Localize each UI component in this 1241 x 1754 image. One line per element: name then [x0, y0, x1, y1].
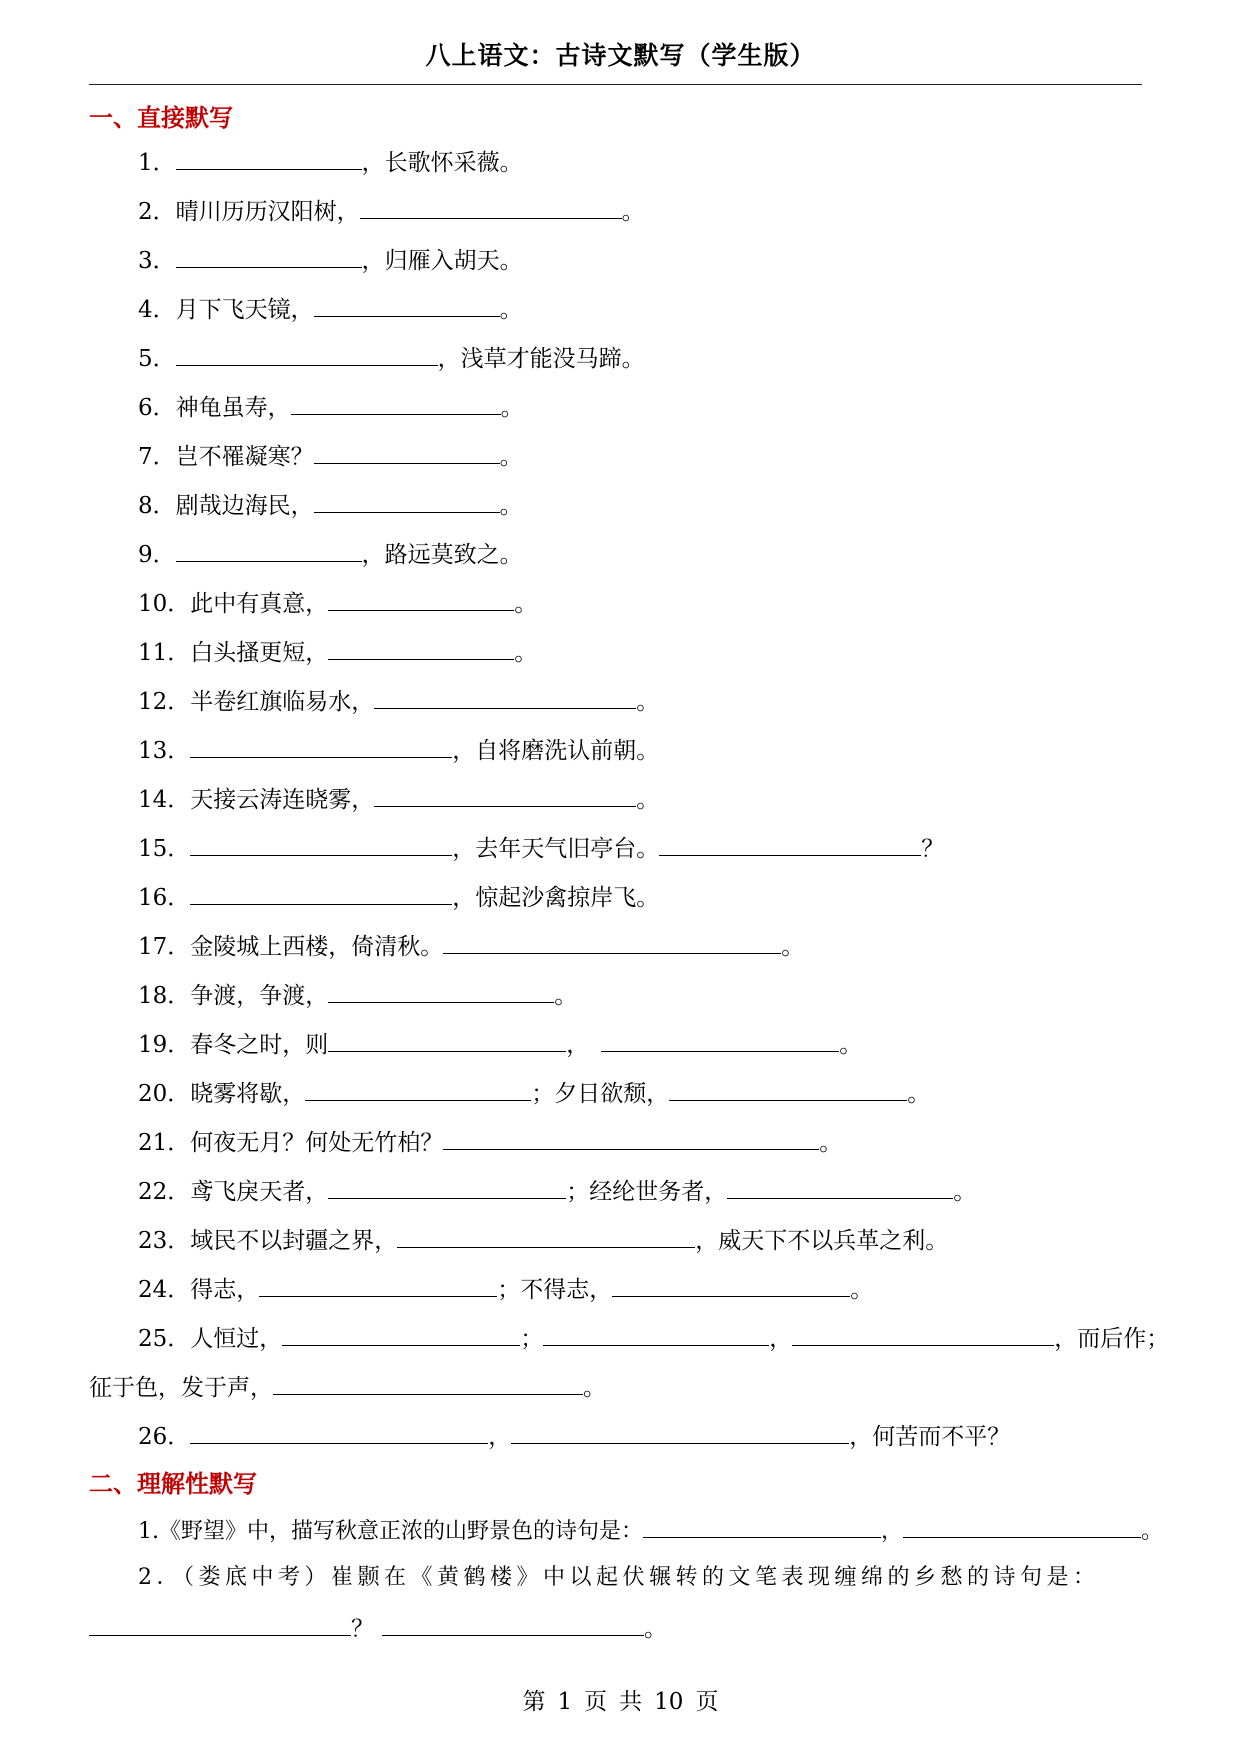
answer-blank[interactable] — [190, 831, 452, 856]
question-text: ， — [488, 1424, 512, 1450]
question-4 — [138, 292, 523, 326]
question-number: 1. — [138, 1519, 159, 1544]
question-25-line-1 — [138, 1321, 1169, 1355]
question-text: 金陵城上西楼，倚清秋。 — [190, 934, 444, 960]
question-22 — [138, 1174, 976, 1208]
page-title: 八上语文：古诗文默写（学生版） — [425, 41, 816, 70]
footer-text: 第 — [522, 1689, 546, 1715]
question-text: ，长歌怀采薇。 — [361, 150, 523, 176]
question-3 — [138, 243, 523, 277]
question-number: 12． — [138, 689, 191, 715]
answer-blank[interactable] — [273, 1370, 583, 1395]
question-20 — [138, 1076, 930, 1110]
answer-blank[interactable] — [328, 586, 514, 611]
question-text: ，去年天气旧亭台。 — [452, 836, 660, 862]
answer-blank[interactable] — [397, 1223, 695, 1248]
question-text: 。 — [621, 199, 645, 225]
page-number: 1 — [557, 1689, 573, 1715]
question-number: 4． — [138, 297, 176, 323]
question-text: 。 — [499, 297, 523, 323]
question-number: 18． — [138, 983, 191, 1009]
answer-blank[interactable] — [328, 635, 514, 660]
question-9 — [138, 537, 523, 571]
answer-blank[interactable] — [727, 1174, 953, 1199]
question-number: 5． — [138, 346, 176, 372]
answer-blank[interactable] — [190, 733, 452, 758]
question-24 — [138, 1272, 873, 1306]
question-8 — [138, 488, 523, 522]
question-17 — [138, 929, 804, 963]
question-text: ？ — [351, 1616, 374, 1642]
question-text: 。 — [499, 444, 523, 470]
question-text: 神龟虽寿， — [175, 395, 291, 421]
question-number: 26． — [138, 1424, 191, 1450]
question-number: 1． — [138, 150, 176, 176]
question-text: 域民不以封疆之界， — [190, 1228, 398, 1254]
question-text: ？ — [921, 836, 945, 862]
question-text: 。 — [850, 1277, 874, 1303]
question-number: 2． — [138, 199, 176, 225]
question-number: 20． — [138, 1081, 191, 1107]
question-text: ；经纶世务者， — [566, 1179, 728, 1205]
question-text: 剧哉边海民， — [175, 493, 314, 519]
answer-blank[interactable] — [511, 1419, 849, 1444]
question-text: 《野望》中，描写秋意正浓的山野景色的诗句是： — [159, 1519, 644, 1544]
question-number: 2． — [138, 1565, 183, 1590]
answer-blank[interactable] — [669, 1076, 907, 1101]
answer-blank[interactable] — [314, 292, 500, 317]
section-heading-direct: 一、直接默写 — [89, 103, 233, 132]
question-number: 24． — [138, 1277, 191, 1303]
question-text: 晓雾将歇， — [190, 1081, 306, 1107]
question-text: 。 — [554, 983, 578, 1009]
question-text: （娄底中考）崔颢在《黄鹤楼》中以起伏辗转的文笔表现缠绵的乡愁的诗句是： — [183, 1565, 1100, 1590]
question-text: 。 — [583, 1375, 606, 1401]
answer-blank[interactable] — [543, 1321, 769, 1346]
comprehension-question-2-line-2 — [89, 1611, 667, 1645]
question-number: 25． — [138, 1326, 191, 1352]
question-25-line-2 — [89, 1370, 606, 1404]
question-number: 14． — [138, 787, 191, 813]
question-text: 人恒过， — [190, 1326, 283, 1352]
answer-blank[interactable] — [314, 488, 500, 513]
header-rule — [89, 84, 1142, 85]
answer-blank[interactable] — [443, 1125, 819, 1150]
question-number: 7． — [138, 444, 176, 470]
question-text: 半卷红旗临易水， — [190, 689, 375, 715]
answer-blank[interactable] — [612, 1272, 850, 1297]
question-number: 16． — [138, 885, 191, 911]
question-number: 19． — [138, 1032, 191, 1058]
answer-blank[interactable] — [601, 1027, 839, 1052]
question-15 — [138, 831, 944, 865]
question-text: 春冬之时，则 — [190, 1032, 329, 1058]
question-text: 。 — [514, 591, 538, 617]
question-text: ，路远莫致之。 — [361, 542, 523, 568]
answer-blank[interactable] — [443, 929, 781, 954]
answer-blank[interactable] — [374, 684, 636, 709]
question-10 — [138, 586, 537, 620]
question-number: 11． — [138, 640, 191, 666]
question-text: 白头搔更短， — [190, 640, 329, 666]
question-26 — [138, 1419, 1010, 1453]
question-text: 。 — [500, 395, 524, 421]
question-18 — [138, 978, 577, 1012]
answer-blank[interactable] — [305, 1076, 531, 1101]
total-pages: 10 — [654, 1689, 684, 1715]
question-text: 。 — [499, 493, 523, 519]
footer-text: 页 — [584, 1689, 608, 1715]
question-number: 10． — [138, 591, 191, 617]
question-12 — [138, 684, 659, 718]
question-text: ， — [566, 1032, 590, 1058]
question-text: 天接云涛连晓雾， — [190, 787, 375, 813]
question-1 — [138, 145, 523, 179]
answer-blank[interactable] — [176, 145, 362, 170]
page-footer — [0, 1683, 1241, 1716]
question-5 — [138, 341, 645, 375]
question-text: 。 — [781, 934, 805, 960]
question-number: 22． — [138, 1179, 191, 1205]
question-text: ； — [520, 1326, 544, 1352]
question-text: 征于色，发于声， — [89, 1375, 273, 1401]
question-text: 此中有真意， — [190, 591, 329, 617]
question-text: ，浅草才能没马蹄。 — [437, 346, 645, 372]
question-text: 。 — [1141, 1519, 1164, 1544]
question-text: 。 — [907, 1081, 931, 1107]
answer-blank[interactable] — [903, 1513, 1141, 1538]
answer-blank[interactable] — [792, 1321, 1054, 1346]
question-text: 。 — [636, 787, 660, 813]
question-text: ，自将磨洗认前朝。 — [452, 738, 660, 764]
answer-blank[interactable] — [374, 782, 636, 807]
answer-blank[interactable] — [259, 1272, 497, 1297]
question-text: ， — [881, 1519, 904, 1544]
question-7 — [138, 439, 523, 473]
answer-blank[interactable] — [176, 341, 438, 366]
question-14 — [138, 782, 659, 816]
answer-blank[interactable] — [382, 1611, 644, 1636]
answer-blank[interactable] — [190, 1419, 488, 1444]
answer-blank[interactable] — [89, 1611, 351, 1636]
answer-blank[interactable] — [328, 1027, 566, 1052]
question-text: ；夕日欲颓， — [531, 1081, 670, 1107]
section-heading-comprehension: 二、理解性默写 — [89, 1469, 257, 1498]
question-number: 15． — [138, 836, 191, 862]
comprehension-question-1 — [138, 1513, 1163, 1548]
question-text: ，而后作； — [1054, 1326, 1170, 1352]
question-6 — [138, 390, 524, 424]
question-text: 。 — [636, 689, 660, 715]
question-16 — [138, 880, 659, 914]
answer-blank[interactable] — [328, 978, 554, 1003]
question-text: 鸢飞戾天者， — [190, 1179, 329, 1205]
question-text: 何夜无月？何处无竹柏？ — [190, 1130, 444, 1156]
answer-blank[interactable] — [659, 831, 921, 856]
question-text: ，威天下不以兵革之利。 — [695, 1228, 949, 1254]
question-number: 23． — [138, 1228, 191, 1254]
question-number: 13． — [138, 738, 191, 764]
question-13 — [138, 733, 659, 767]
question-23 — [138, 1223, 948, 1257]
question-text: 争渡，争渡， — [190, 983, 329, 1009]
question-text: ，何苦而不平？ — [849, 1424, 1011, 1450]
question-text: 。 — [514, 640, 538, 666]
footer-text: 页 — [695, 1689, 719, 1715]
question-text: ；不得志， — [497, 1277, 613, 1303]
answer-blank[interactable] — [360, 194, 622, 219]
answer-blank[interactable] — [643, 1513, 881, 1538]
question-19 — [138, 1027, 862, 1061]
question-text: 。 — [953, 1179, 977, 1205]
answer-blank[interactable] — [328, 1174, 566, 1199]
answer-blank[interactable] — [282, 1321, 520, 1346]
answer-blank[interactable] — [190, 880, 452, 905]
question-number: 3． — [138, 248, 176, 274]
question-text: 得志， — [190, 1277, 260, 1303]
question-21 — [138, 1125, 842, 1159]
question-text: 。 — [839, 1032, 863, 1058]
question-number: 9． — [138, 542, 176, 568]
answer-blank[interactable] — [314, 439, 500, 464]
footer-text: 共 — [619, 1689, 643, 1715]
question-text: ，归雁入胡天。 — [361, 248, 523, 274]
comprehension-question-2-line-1 — [138, 1562, 1100, 1594]
question-text: 晴川历历汉阳树， — [175, 199, 360, 225]
question-number: 8． — [138, 493, 176, 519]
question-2 — [138, 194, 645, 228]
question-number: 6． — [138, 395, 176, 421]
question-11 — [138, 635, 537, 669]
question-text: 岂不罹凝寒？ — [175, 444, 314, 470]
answer-blank[interactable] — [176, 537, 362, 562]
question-text: ，惊起沙禽掠岸飞。 — [452, 885, 660, 911]
question-text: 月下飞天镜， — [175, 297, 314, 323]
question-text: 。 — [644, 1616, 667, 1642]
answer-blank[interactable] — [176, 243, 362, 268]
answer-blank[interactable] — [291, 390, 501, 415]
question-number: 17． — [138, 934, 191, 960]
question-number: 21． — [138, 1130, 191, 1156]
question-text: ， — [769, 1326, 793, 1352]
question-text: 。 — [819, 1130, 843, 1156]
